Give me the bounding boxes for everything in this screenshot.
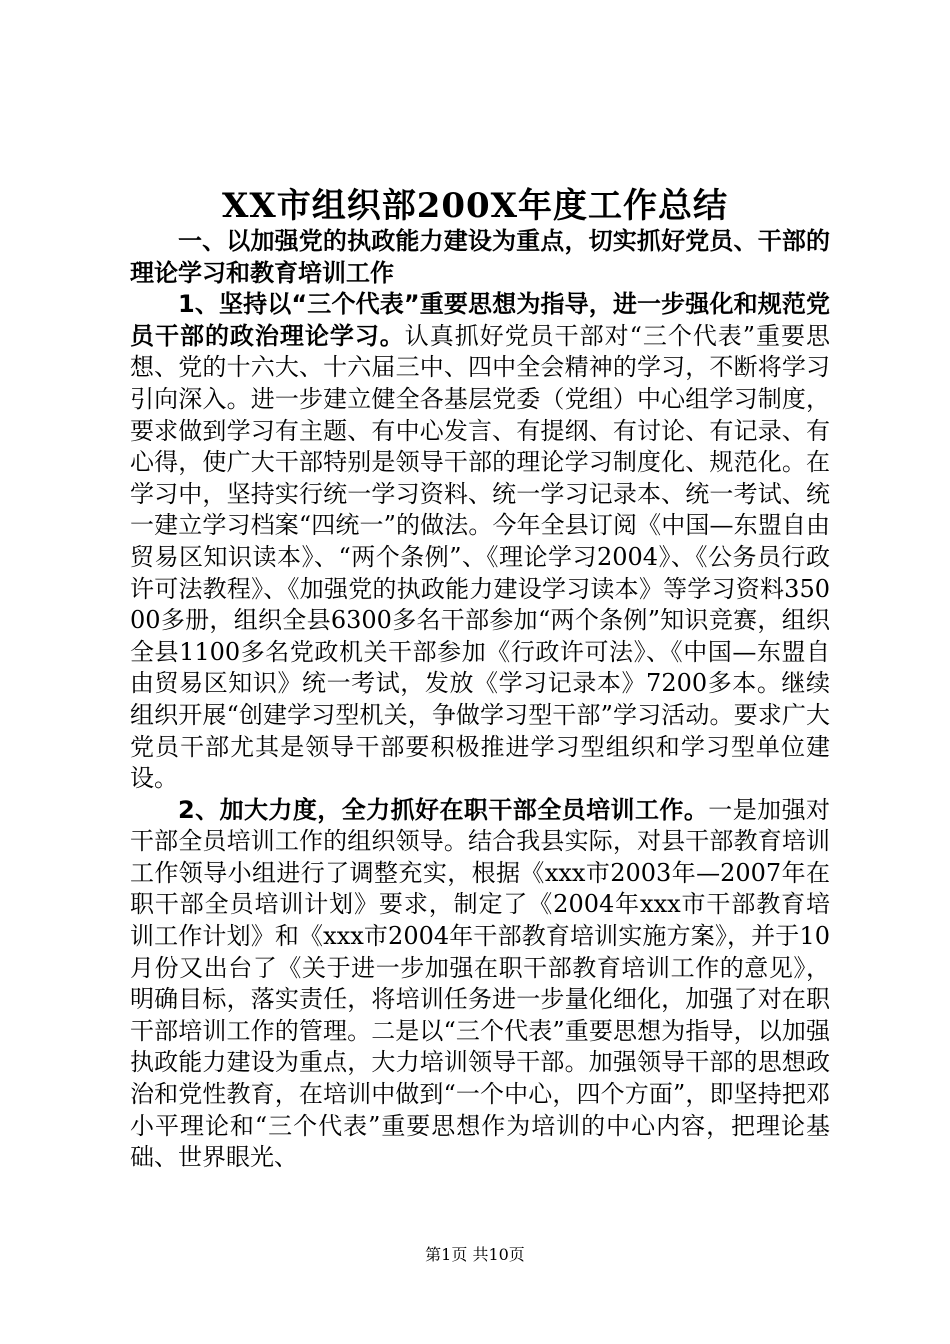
section-heading: 一、以加强党的执政能力建设为重点，切实抓好党员、干部的理论学习和教育培训工作 — [130, 227, 830, 287]
document-title: XX市组织部200X年度工作总结 — [221, 186, 729, 226]
document-body — [130, 226, 830, 1174]
paragraph-item-1 — [130, 289, 830, 795]
paragraph-text: 一是加强对干部全员培训工作的组织领导。结合我县实际，对县干部教育培训工作领导小组进行了调整充实，根据《xxx市2003年—2007年在职干部全员培训计划》要求，制定了《2004年xxx市干部教育培训工作计划》和《xxx市2004年干部教育培训实施方案》，并于10月份又出台了《关于进一步加强在职干部教育培训工作的意见》，明确目标，落实责任，将培训任务进一步量化细化，加强了对在职干部培训工作的管理。二是以“三个代表”重要思想为指导，以加强执政能力建设为重点，大力培训领导干部。加强领导干部的思想政治和党性教育，在培训中做到“一个中心，四个方面”，即坚持把邓小平理论和“三个代表”重要思想作为培训的中心内容，把理论基础、世界眼光、 — [130, 795, 831, 1172]
paragraph-item-2 — [130, 795, 830, 1174]
paragraph-lead: 2、加大力度，全力抓好在职干部全员培训工作。 — [178, 795, 709, 824]
paragraph-lead: 1、坚持以“三个代表”重要思想为指导，进一步强化和规范党员干部的政治理论学习。 — [130, 290, 830, 350]
paragraph-text: 认真抓好党员干部对“三个代表”重要思想、党的十六大、十六届三中、四中全会精神的学习，不断将学习引向深入。进一步建立健全各基层党委（党组）中心组学习制度，要求做到学习有主题、有中心发言、有提纲、有讨论、有记录、有心得，使广大干部特别是领导干部的理论学习制度化、规范化。在学习中，坚持实行统一学习资料、统一学习记录本、统一考试、统一建立学习档案“四统一”的做法。今年全县订阅《中国—东盟自由贸易区知识读本》、“两个条例”、《理论学习2004》、《公务员行政许可法教程》、《加强党的执政能力建设学习读本》等学习资料35000多册，组织全县6300多名干部参加“两个条例”知识竞赛，组织全县1100多名党政机关干部参加《行政许可法》、《中国—东盟自由贸易区知识》统一考试，发放《学习记录本》7200多本。继续组织开展“创建学习型机关，争做学习型干部”学习活动。要求广大党员干部尤其是领导干部要积极推进学习型组织和学习型单位建设。 — [130, 321, 831, 793]
page-number: 第1页 共10页 — [425, 1245, 525, 1264]
